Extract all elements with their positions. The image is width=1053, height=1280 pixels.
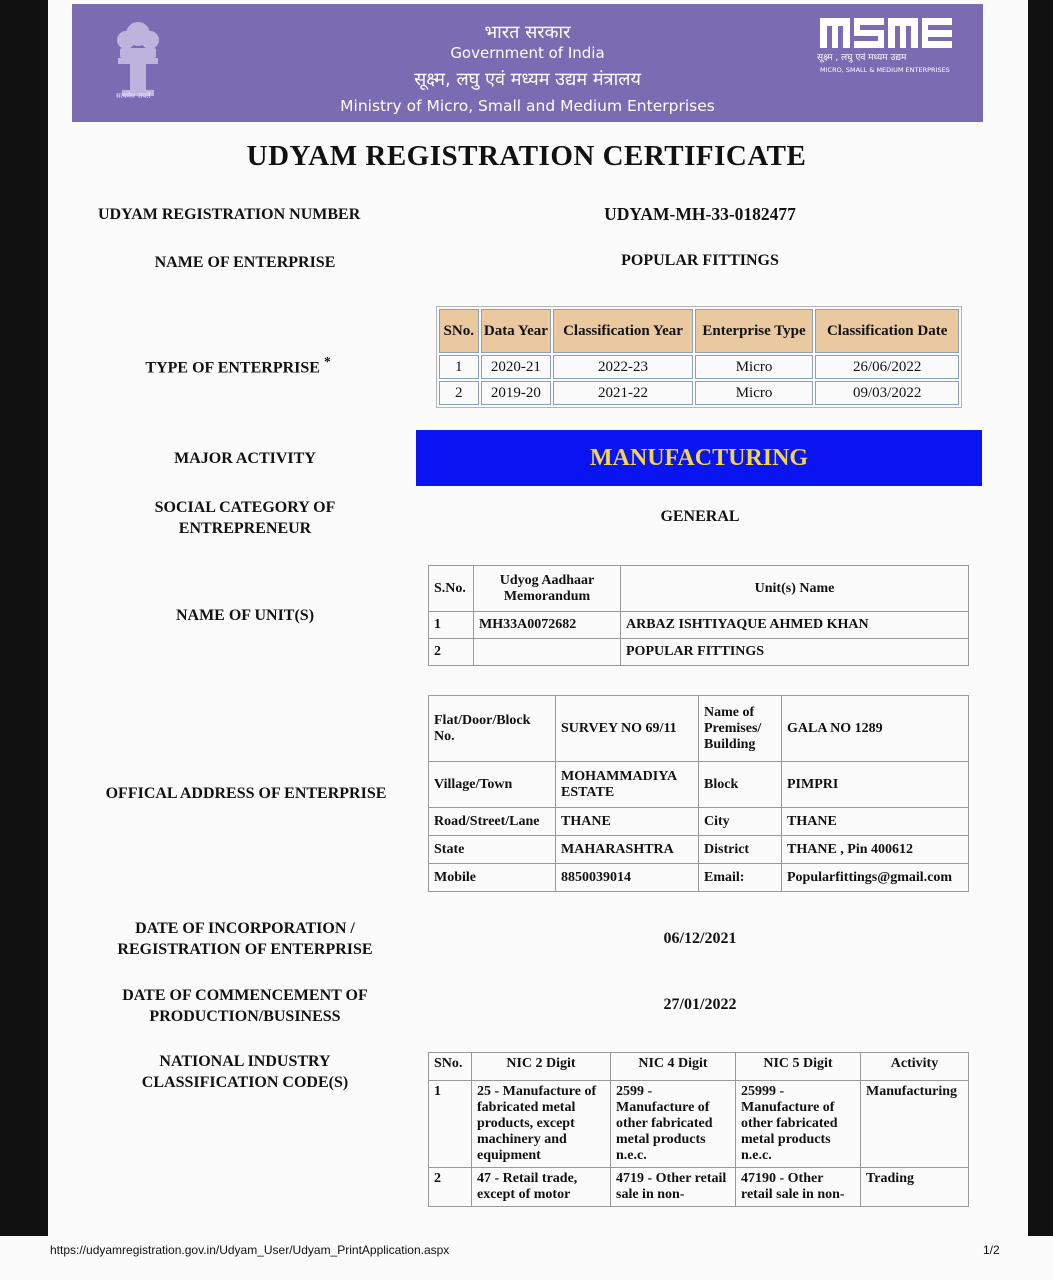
social-category-label-line1: SOCIAL CATEGORY OF — [154, 499, 336, 516]
cell: Email: — [699, 864, 782, 892]
cell: 2022-23 — [553, 355, 692, 379]
cell: Trading — [861, 1168, 969, 1207]
social-category-label-line2: ENTREPRENEUR — [178, 520, 312, 537]
cell: Road/Street/Lane — [429, 808, 556, 836]
hindi-ministry: सूक्ष्म, लघु एवं मध्यम उद्यम मंत्रालय — [414, 69, 641, 90]
registration-number: UDYAM-MH-33-0182477 — [604, 204, 796, 224]
incorporation-label-line1: DATE OF INCORPORATION / — [135, 920, 355, 937]
table-row — [429, 696, 969, 762]
nic-table — [428, 1052, 969, 1207]
cell: 4719 - Other retail sale in non- — [611, 1168, 736, 1207]
th-unit-name: Unit(s) Name — [621, 566, 969, 612]
email-cell: Popularfittings@gmail.com — [782, 864, 969, 892]
th-sno: SNo. — [429, 1053, 472, 1081]
cell: 09/03/2022 — [815, 381, 959, 405]
table-row — [429, 639, 969, 666]
cell: 1 — [429, 1081, 472, 1168]
cell: Village/Town — [429, 762, 556, 808]
cell: 25999 - Manufacture of other fabricated metal products n.e.c. — [736, 1081, 861, 1168]
page-number: 1/2 — [983, 1243, 1000, 1257]
units-table — [428, 565, 969, 666]
table-row — [429, 762, 969, 808]
cell: 2 — [439, 381, 479, 405]
cell: PIMPRI — [782, 762, 969, 808]
th-classification-year: Classification Year — [553, 309, 692, 353]
th-data-year: Data Year — [481, 309, 552, 353]
cell: Block — [699, 762, 782, 808]
cell: THANE , Pin 400612 — [782, 836, 969, 864]
nic-label-line2: CLASSIFICATION CODE(S) — [141, 1074, 349, 1091]
cell: Flat/Door/Block No. — [429, 696, 556, 762]
address-table — [428, 695, 969, 892]
th-enterprise-type: Enterprise Type — [695, 309, 814, 353]
table-header-row — [429, 1053, 969, 1081]
table-row — [439, 381, 959, 405]
cell: SURVEY NO 69/11 — [556, 696, 699, 762]
header-banner — [72, 4, 983, 122]
cell: THANE — [556, 808, 699, 836]
cell: Mobile — [429, 864, 556, 892]
major-activity-label: MAJOR ACTIVITY — [174, 450, 316, 467]
th-nic4: NIC 4 Digit — [611, 1053, 736, 1081]
cell: City — [699, 808, 782, 836]
commencement-label-line2: PRODUCTION/BUSINESS — [149, 1008, 341, 1025]
cell: ARBAZ ISHTIYAQUE AHMED KHAN — [621, 612, 969, 639]
table-row — [429, 1081, 969, 1168]
cell: 2599 - Manufacture of other fabricated metal products n.e.c. — [611, 1081, 736, 1168]
th-sno: SNo. — [439, 309, 479, 353]
cell: 8850039014 — [556, 864, 699, 892]
th-activity: Activity — [861, 1053, 969, 1081]
cell: 1 — [439, 355, 479, 379]
address-label: OFFICAL ADDRESS OF ENTERPRISE — [105, 785, 387, 802]
cell: 1 — [429, 612, 474, 639]
certificate-title: UDYAM REGISTRATION CERTIFICATE — [246, 140, 807, 172]
table-row — [429, 836, 969, 864]
cell: 25 - Manufacture of fabricated metal products, except machinery and equipment — [472, 1081, 611, 1168]
th-nic5: NIC 5 Digit — [736, 1053, 861, 1081]
th-sno: S.No. — [429, 566, 474, 612]
asterisk-mark: * — [323, 354, 331, 369]
enterprise-type-label — [110, 351, 366, 378]
footer-url-link[interactable]: https://udyamregistration.gov.in/Udyam_User/Udyam_PrintApplication.aspx — [50, 1243, 450, 1257]
cell: District — [699, 836, 782, 864]
cell: Micro — [695, 355, 814, 379]
cell: 47 - Retail trade, except of motor — [472, 1168, 611, 1207]
incorporation-date: 06/12/2021 — [663, 930, 737, 947]
table-row — [429, 612, 969, 639]
commencement-label-line1: DATE OF COMMENCEMENT OF — [122, 987, 368, 1004]
major-activity-value: MANUFACTURING — [416, 430, 982, 486]
cell: 2019-20 — [481, 381, 552, 405]
cell: Name of Premises/ Building — [699, 696, 782, 762]
cell: GALA NO 1289 — [782, 696, 969, 762]
cell: 2021-22 — [553, 381, 692, 405]
incorporation-label-line2: REGISTRATION OF ENTERPRISE — [117, 941, 373, 958]
table-header-row — [439, 309, 959, 353]
cell: MAHARASHTRA — [556, 836, 699, 864]
enterprise-type-label-text: TYPE OF ENTERPRISE — [145, 359, 320, 377]
msme-logo-icon — [820, 16, 956, 50]
cell: 2 — [429, 639, 474, 666]
cell — [474, 639, 621, 666]
cell: 2 — [429, 1168, 472, 1207]
incorporation-label — [90, 918, 400, 960]
social-category-value: GENERAL — [660, 508, 740, 525]
nic-label-line1: NATIONAL INDUSTRY — [159, 1053, 331, 1070]
units-label: NAME OF UNIT(S) — [175, 607, 315, 624]
cell: 26/06/2022 — [815, 355, 959, 379]
commencement-label — [90, 985, 400, 1027]
th-udyog-aadhaar: Udyog Aadhaar Memorandum — [474, 566, 621, 612]
cell: Micro — [695, 381, 814, 405]
cell: MOHAMMADIYA ESTATE — [556, 762, 699, 808]
table-row — [439, 355, 959, 379]
table-row — [429, 808, 969, 836]
enterprise-name-label: NAME OF ENTERPRISE — [154, 254, 336, 271]
th-classification-date: Classification Date — [815, 309, 959, 353]
government-of-india: Government of India — [450, 44, 605, 62]
table-row — [429, 864, 969, 892]
cell: State — [429, 836, 556, 864]
cell: MH33A0072682 — [474, 612, 621, 639]
registration-number-label: UDYAM REGISTRATION NUMBER — [98, 206, 361, 223]
enterprise-name: POPULAR FITTINGS — [621, 252, 779, 269]
msme-hindi-text: सूक्ष्म , लघु एवं मध्यम उद्यम — [817, 53, 907, 63]
table-header-row — [429, 566, 969, 612]
cell: 47190 - Other retail sale in non- — [736, 1168, 861, 1207]
hindi-government: भारत सरकार — [484, 22, 571, 43]
emblem-motto: सत्यमेव जयते — [116, 92, 151, 100]
th-nic2: NIC 2 Digit — [472, 1053, 611, 1081]
cell: 2020-21 — [481, 355, 552, 379]
social-category-label — [110, 497, 380, 539]
commencement-date: 27/01/2022 — [663, 996, 737, 1013]
ministry-name: Ministry of Micro, Small and Medium Enterprises — [340, 97, 715, 115]
cell: Manufacturing — [861, 1081, 969, 1168]
msme-english-text: MICRO, SMALL & MEDIUM ENTERPRISES — [820, 66, 950, 74]
nic-label — [100, 1051, 390, 1093]
enterprise-type-table — [436, 306, 962, 408]
table-row — [429, 1168, 969, 1207]
cell: POPULAR FITTINGS — [621, 639, 969, 666]
cell: THANE — [782, 808, 969, 836]
